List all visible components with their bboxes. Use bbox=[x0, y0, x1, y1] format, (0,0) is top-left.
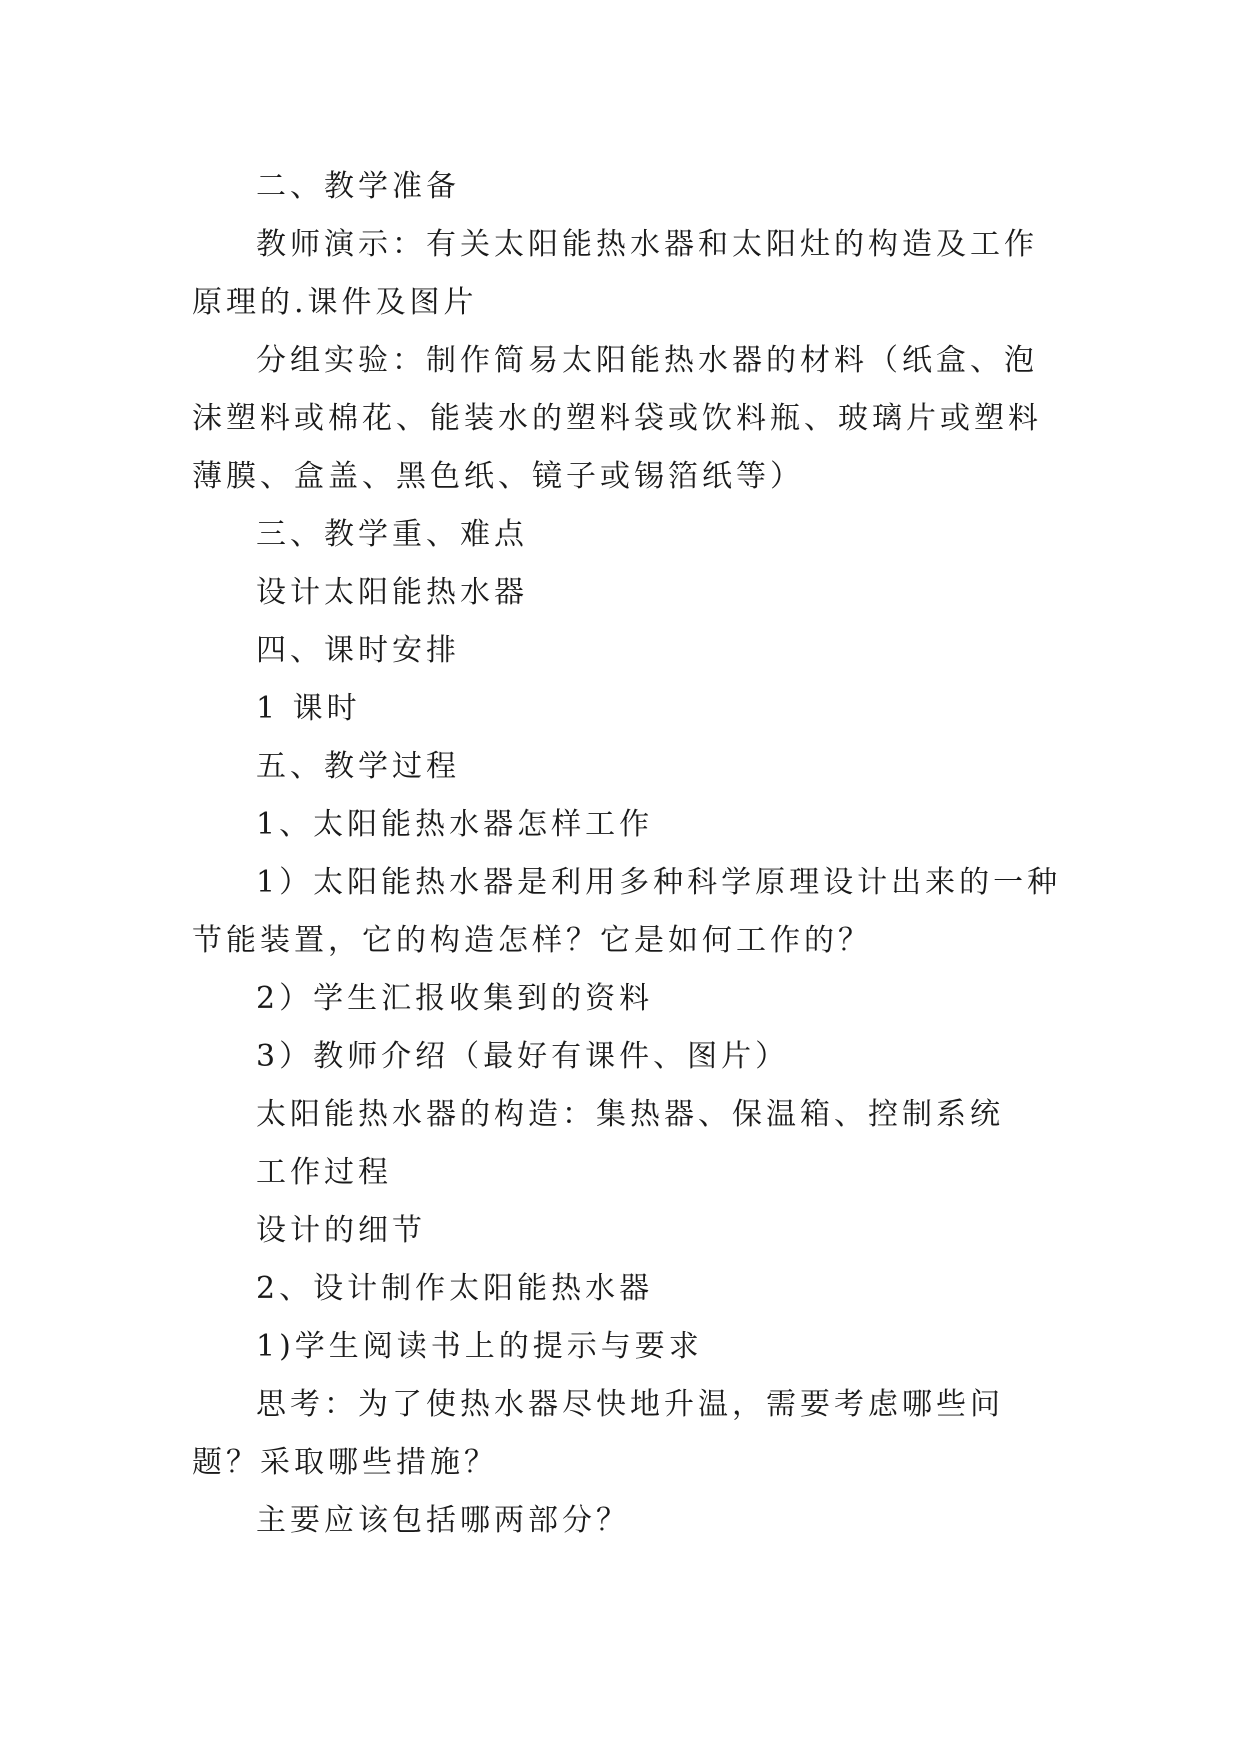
paragraph-key-point: 设计太阳能热水器 bbox=[256, 575, 528, 610]
paragraph-teacher-demo: 教师演示：有关太阳能热水器和太阳灶的构造及工作原理的.课件及图片 bbox=[192, 227, 1038, 320]
section-heading-process: 五、教学过程 bbox=[256, 749, 460, 784]
paragraph-schedule: 1 课时 bbox=[256, 691, 361, 726]
paragraph-step-3: 3）教师介绍（最好有课件、图片） bbox=[256, 1039, 790, 1074]
section-heading-schedule: 四、课时安排 bbox=[256, 633, 460, 668]
paragraph-work-process: 工作过程 bbox=[256, 1155, 392, 1190]
subheading-design-build: 2、设计制作太阳能热水器 bbox=[256, 1271, 654, 1306]
paragraph-thinking: 思考：为了使热水器尽快地升温，需要考虑哪些问题？采取哪些措施？ bbox=[192, 1387, 1004, 1480]
paragraph-structure: 太阳能热水器的构造：集热器、保温箱、控制系统 bbox=[256, 1097, 1004, 1132]
section-heading-preparation: 二、教学准备 bbox=[256, 169, 460, 204]
paragraph-step-2: 2）学生汇报收集到的资料 bbox=[256, 981, 654, 1016]
subheading-how-it-works: 1、太阳能热水器怎样工作 bbox=[256, 807, 654, 842]
paragraph-design-details: 设计的细节 bbox=[256, 1213, 426, 1248]
paragraph-group-experiment: 分组实验：制作简易太阳能热水器的材料（纸盒、泡沫塑料或棉花、能装水的塑料袋或饮料瓶、玻璃片或塑料薄膜、盒盖、黑色纸、镜子或锡箔纸等） bbox=[192, 343, 1042, 494]
paragraph-reading: 1)学生阅读书上的提示与要求 bbox=[256, 1329, 703, 1364]
document-body bbox=[192, 158, 1062, 1550]
section-heading-key-points: 三、教学重、难点 bbox=[256, 517, 528, 552]
paragraph-two-parts: 主要应该包括哪两部分？ bbox=[256, 1503, 630, 1538]
paragraph-step-1: 1）太阳能热水器是利用多种科学原理设计出来的一种节能装置，它的构造怎样？它是如何工作的？ bbox=[192, 865, 1062, 958]
